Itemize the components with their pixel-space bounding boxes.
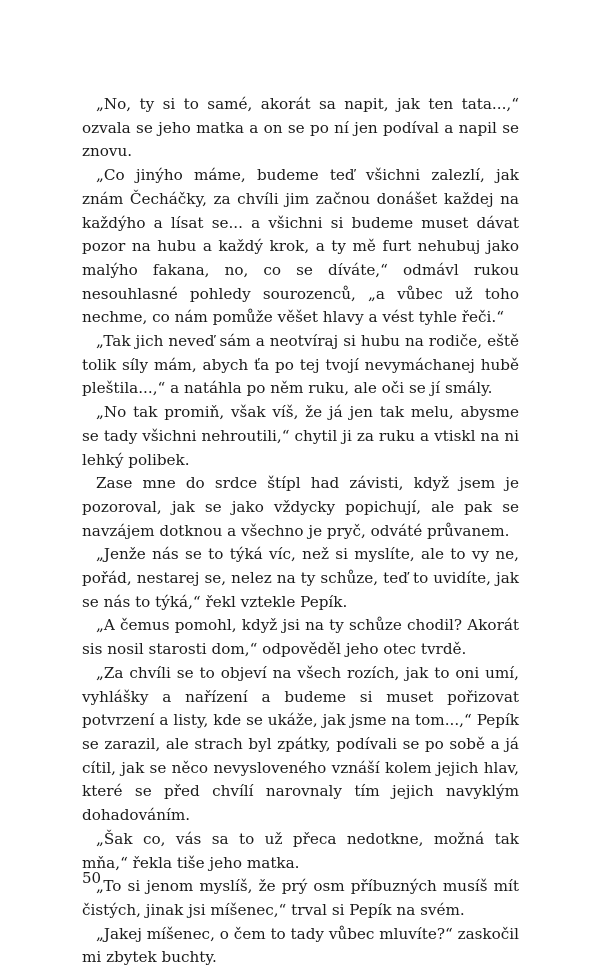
paragraph-3: „Tak jich neveď sám a neotvíraj si hubu na rodiče, eště tolik síly mám, abych ťa po tej tvojí nevymáchanej hubě pleštila...,“ a natáhla po něm ruku, ale oči se jí smály. <box>82 332 519 398</box>
paragraph-5: Zase mne do srdce štípl had závisti, když jsem je pozoroval, jak se jako vždycky popichují, ale pak se navzájem dotknou a všechno je pryč, odváté průvanem. <box>82 474 519 540</box>
paragraph-4: „No tak promiň, však víš, že já jen tak melu, abysme se tady všichni nehroutili,“ chytil ji za ruku a vtiskl na ni lehký polibek. <box>82 403 519 469</box>
paragraph-10: „To si jenom myslíš, že prý osm příbuzných musíš mít čistých, jinak jsi míšenec,“ trval si Pepík na svém. <box>82 877 519 919</box>
paragraph-8: „Za chvíli se to objeví na všech rozích, jak to oni umí, vyhlášky a nařízení a budeme si muset pořizovat potvrzení a listy, kde se ukáže, jak jsme na tom...,“ Pepík se zarazil, ale strach byl zpátky, podívali se po sobě a já cítil, jak se něco nevysloveného vznáší kolem jejich hlav, které se před chvílí narovnaly tím jejich navyklým dohadováním. <box>82 663 519 825</box>
paragraph-2: „Co jinýho máme, budeme teď všichni zalezlí, jak znám Čecháčky, za chvíli jim začnou donášet každej na každýho a lísat se... a všichni si budeme muset dávat pozor na hubu a každý krok, a ty mě furt nehubuj jako malýho fakana, no, co se díváte,“ odmávl rukou nesouhlasné pohledy sourozenců, „a vůbec už toho nechme, co nám pomůže věšet hlavy a vést tyhle řeči.“ <box>82 166 519 327</box>
paragraph-9: „Šak co, vás sa to už přeca nedotkne, možná tak mňa,“ řekla tiše jeho matka. <box>82 829 519 872</box>
paragraph-6: „Jenže nás se to týká víc, než si myslíte, ale to vy ne, pořád, nestarej se, nelez na ty schůze, teď to uvidíte, jak se nás to týká,“ řekl vztekle Pepík. <box>82 545 519 611</box>
paragraph-1: „No, ty si to samé, akorát sa napit, jak ten tata...,“ ozvala se jeho matka a on se po ní jen podíval a napil se znovu. <box>82 95 519 161</box>
paragraph-11: „Jakej míšenec, o čem to tady vůbec mluvíte?“ zaskočil mi zbytek buchty. <box>82 924 519 967</box>
paragraph-7: „A čemus pomohl, když jsi na ty schůze chodil? Akorát sis nosil starosti dom,“ odpověděl jeho otec tvrdě. <box>82 616 519 659</box>
page-number: 50 <box>82 869 102 887</box>
body-text <box>82 93 519 970</box>
